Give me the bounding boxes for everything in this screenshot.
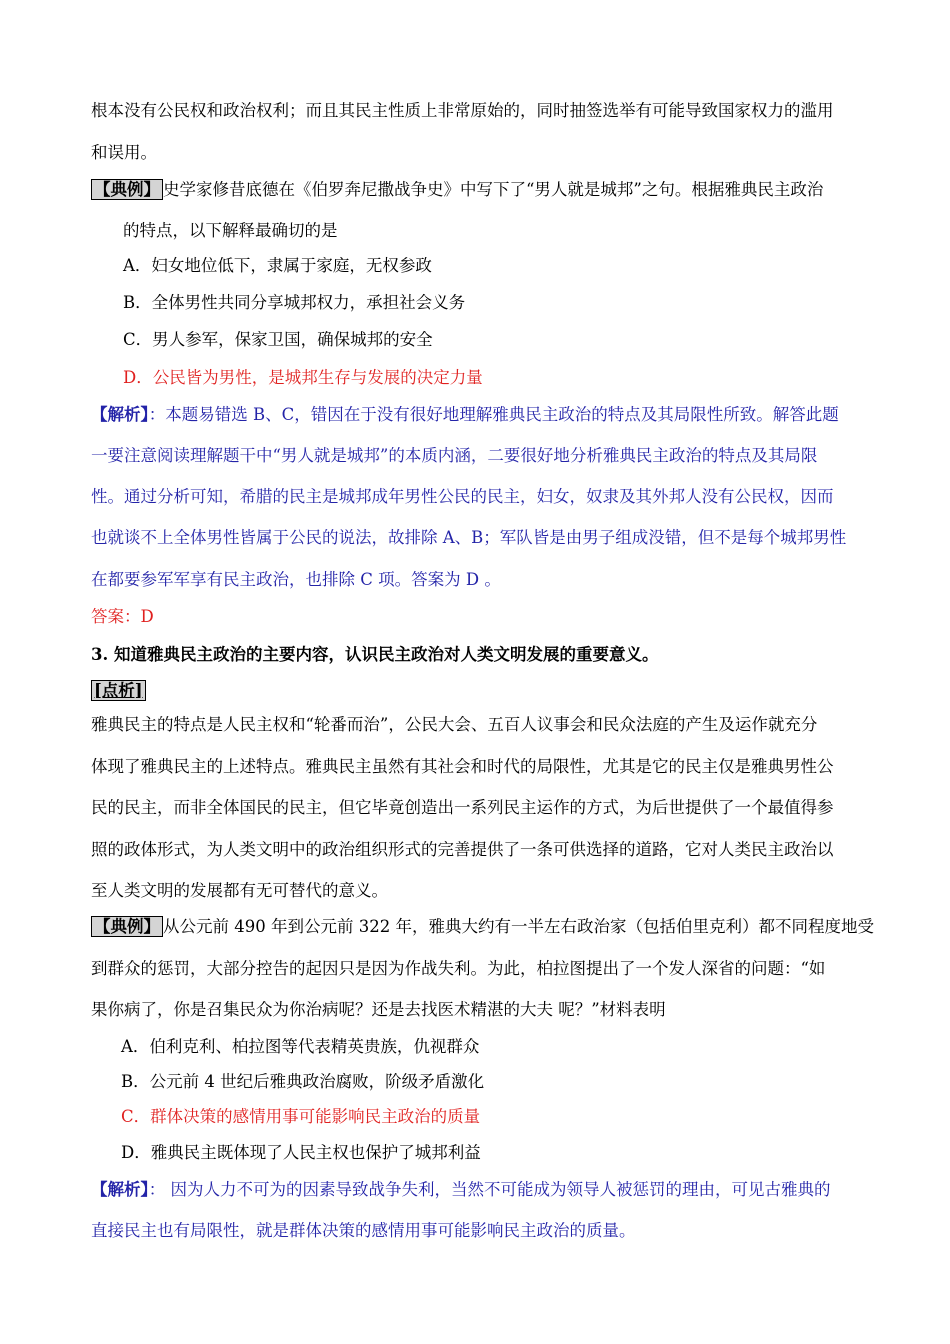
analysis-line <box>91 404 839 426</box>
paragraph-line: 根本没有公民权和政治权利；而且其民主性质上非常原始的，同时抽签选举有可能导致国家权力的滥用 <box>91 101 834 120</box>
paragraph-line: 民的民主，而非全体国民的民主，但它毕竟创造出一系列民主运作的方式，为后世提供了一个最值得参 <box>91 798 834 817</box>
option-a: A．妇女地位低下，隶属于家庭，无权参政 <box>123 256 432 275</box>
paragraph-line: 和误用。 <box>91 143 157 162</box>
analysis-text: ： 因为人力不可为的因素导致战争失利，当然不可能成为领导人被惩罚的理由，可见古雅典的 <box>148 1180 831 1199</box>
paragraph-line: 至人类文明的发展都有无可替代的意义。 <box>91 881 388 900</box>
example-tag: 【典例】 <box>91 179 163 200</box>
analysis-tag: 【解析】 <box>91 405 149 424</box>
analysis-text: ：本题易错选 B、C，错因在于没有很好地理解雅典民主政治的特点及其局限性所致。解答此题 <box>148 405 839 424</box>
question-line: 果你病了，你是召集民众为你治病呢？还是去找医术精湛的大夫 呢？”材料表明 <box>91 1000 666 1019</box>
analysis-line: 一要注意阅读理解题干中“男人就是城邦”的本质内涵，二要很好地分析雅典民主政治的特点及其局限 <box>91 446 818 465</box>
paragraph-line: 雅典民主的特点是人民主权和“轮番而治”，公民大会、五百人议事会和民众法庭的产生及运作就充分 <box>91 715 818 734</box>
point-analysis-tag: [点析] <box>91 680 146 701</box>
example-tag: 【典例】 <box>91 916 163 937</box>
option-b: B．全体男性共同分享城邦权力，承担社会义务 <box>123 293 466 312</box>
section-heading: 3. 知道雅典民主政治的主要内容，认识民主政治对人类文明发展的重要意义。 <box>91 645 659 664</box>
option-a: A．伯利克利、柏拉图等代表精英贵族，仇视群众 <box>121 1037 480 1056</box>
analysis-line <box>91 1179 831 1201</box>
option-d-correct: D．公民皆为男性，是城邦生存与发展的决定力量 <box>123 368 483 387</box>
point-analysis-tag-line <box>91 680 146 702</box>
option-b: B．公元前 4 世纪后雅典政治腐败，阶级矛盾激化 <box>121 1072 485 1091</box>
option-c: C．男人参军，保家卫国，确保城邦的安全 <box>123 330 433 349</box>
example-question-line <box>91 916 874 938</box>
answer-line: 答案：D <box>91 607 154 626</box>
option-c-correct: C．群体决策的感情用事可能影响民主政治的质量 <box>121 1107 481 1126</box>
analysis-line: 也就谈不上全体男性皆属于公民的说法，故排除 A、B；军队皆是由男子组成没错，但不是每个城邦男性 <box>91 528 847 547</box>
paragraph-line: 照的政体形式，为人类文明中的政治组织形式的完善提供了一条可供选择的道路，它对人类民主政治以 <box>91 840 834 859</box>
analysis-line: 直接民主也有局限性，就是群体决策的感情用事可能影响民主政治的质量。 <box>91 1221 636 1240</box>
paragraph-line: 体现了雅典民主的上述特点。雅典民主虽然有其社会和时代的局限性，尤其是它的民主仅是雅典男性公 <box>91 757 834 776</box>
question-line: 的特点，以下解释最确切的是 <box>123 221 338 240</box>
option-d: D．雅典民主既体现了人民主权也保护了城邦利益 <box>121 1143 481 1162</box>
example-question-line <box>91 179 823 201</box>
analysis-line: 性。通过分析可知，希腊的民主是城邦成年男性公民的民主，妇女，奴隶及其外邦人没有公民权，因而 <box>91 487 834 506</box>
analysis-line: 在都要参军军享有民主政治，也排除 C 项。答案为 D 。 <box>91 570 501 589</box>
analysis-tag: 【解析】 <box>91 1180 149 1199</box>
question-text: 从公元前 490 年到公元前 322 年，雅典大约有一半左右政治家（包括伯里克利）都不同程度地受 <box>163 917 874 936</box>
question-line: 到群众的惩罚，大部分控告的起因只是因为作战失利。为此，柏拉图提出了一个发人深省的问题：“如 <box>91 959 826 978</box>
question-text: 史学家修昔底德在《伯罗奔尼撒战争史》中写下了“男人就是城邦”之句。根据雅典民主政治 <box>163 180 824 199</box>
